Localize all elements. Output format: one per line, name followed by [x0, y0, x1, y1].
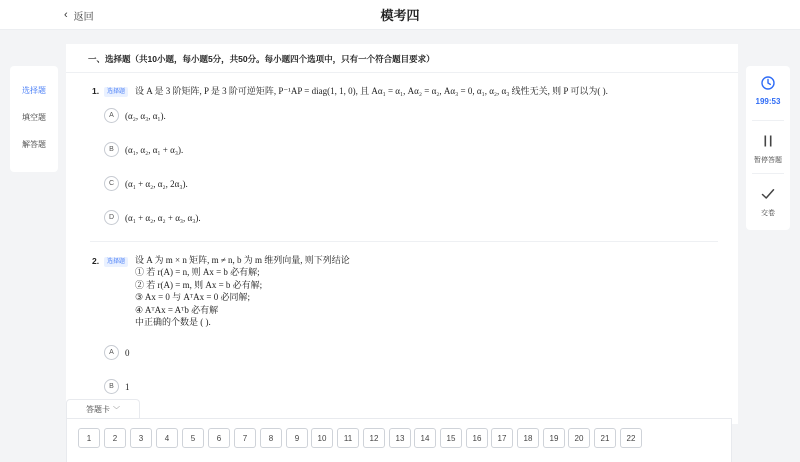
check-icon [761, 188, 775, 205]
question-nav-button[interactable]: 19 [543, 428, 565, 448]
question-nav-button[interactable]: 15 [440, 428, 462, 448]
option-a[interactable] [104, 345, 130, 360]
question-nav-button[interactable]: 12 [363, 428, 385, 448]
question-nav-button[interactable]: 20 [568, 428, 590, 448]
pause-button[interactable] [746, 134, 790, 165]
submit-label: 交卷 [761, 210, 775, 217]
option-c[interactable] [104, 176, 188, 191]
question-panel [66, 44, 738, 424]
pause-icon [761, 135, 775, 152]
submit-button[interactable] [746, 187, 790, 218]
question-nav-button[interactable]: 9 [286, 428, 308, 448]
question-stem-line: ③ Ax = 0 与 AᵀAx = 0 必同解; [135, 292, 250, 302]
answer-card-toggle[interactable] [66, 399, 140, 419]
option-letter: D [104, 210, 119, 225]
question-stem-line: ④ AᵀAx = Aᵀb 必有解 [135, 305, 219, 315]
option-letter: C [104, 176, 119, 191]
question-nav-button[interactable]: 21 [594, 428, 616, 448]
question-nav-button[interactable]: 1 [78, 428, 100, 448]
option-letter: A [104, 108, 119, 123]
exam-tools [746, 66, 790, 230]
section-heading: 一、选择题（共10小题，每小题5分，共50分。每小题四个选项中，只有一个符合题目要求） [88, 54, 435, 64]
question-stem-line: 中正确的个数是 ( ). [135, 317, 211, 327]
answer-card-panel [66, 418, 732, 462]
question-stem-line: ② 若 r(A) = m, 则 Ax = b 必有解; [135, 280, 263, 290]
option-b[interactable] [104, 379, 130, 394]
page-title: 模考四 [380, 8, 420, 23]
divider [752, 173, 784, 174]
question-nav-button[interactable]: 22 [620, 428, 642, 448]
question-type-badge: 选择题 [104, 257, 128, 267]
question-stem: 设 A 是 3 阶矩阵, P 是 3 阶可逆矩阵, P⁻¹AP = diag(1, 1, 0), 且 Aα₁ = α₁, Aα₂ = α₂, Aα₃ = 0, α₁, α₂, α₃ 线性无关, 则 P 可以为( ). [135, 86, 608, 96]
question-nav-button[interactable]: 5 [182, 428, 204, 448]
option-b[interactable] [104, 142, 183, 157]
question-type-badge: 选择题 [104, 87, 128, 97]
question-number: 2. [92, 256, 100, 266]
option-a[interactable] [104, 108, 166, 123]
option-text: 1 [125, 381, 130, 392]
nav-item-choice[interactable]: 选择题 [22, 86, 46, 95]
question-nav-button[interactable]: 3 [130, 428, 152, 448]
divider [90, 241, 718, 242]
nav-item-fill-blank[interactable]: 填空题 [22, 113, 46, 122]
question-nav-button[interactable]: 14 [414, 428, 436, 448]
question-nav-button[interactable]: 4 [156, 428, 178, 448]
section-nav [10, 66, 58, 172]
question-number: 1. [92, 86, 100, 96]
question-nav-button[interactable]: 6 [208, 428, 230, 448]
question-nav-button[interactable]: 17 [491, 428, 513, 448]
question-nav-button[interactable]: 11 [337, 428, 359, 448]
option-d[interactable] [104, 210, 201, 225]
question-nav-button[interactable]: 10 [311, 428, 333, 448]
chevron-down-icon: ﹀ [113, 406, 120, 414]
divider [752, 120, 784, 121]
question-stem-line: 设 A 为 m × n 矩阵, m ≠ n, b 为 m 维列向量, 则下列结论 [135, 255, 350, 265]
option-letter: B [104, 379, 119, 394]
timer [746, 76, 790, 106]
option-text: (α₁, α₂, α₁ + α₃). [125, 144, 184, 155]
option-text: (α₂, α₃, α₁). [125, 110, 166, 121]
clock-icon [761, 77, 775, 94]
question-stem-line: ① 若 r(A) = n, 则 Ax = b 必有解; [135, 267, 260, 277]
top-bar [0, 0, 800, 30]
question-nav-button[interactable]: 7 [234, 428, 256, 448]
divider [66, 72, 738, 73]
back-label: 返回 [73, 12, 94, 23]
pause-label: 暂停答题 [754, 157, 782, 164]
option-letter: A [104, 345, 119, 360]
timer-value: 199:53 [755, 97, 781, 106]
question-nav-button[interactable]: 16 [466, 428, 488, 448]
option-text: (α₁ + α₂, α₂ + α₃, α₃). [125, 212, 201, 223]
option-letter: B [104, 142, 119, 157]
question-nav-button[interactable]: 2 [104, 428, 126, 448]
option-text: (α₁ + α₂, α₂, 2α₃). [125, 178, 188, 189]
question-nav-button[interactable]: 8 [260, 428, 282, 448]
question-nav-button[interactable]: 13 [389, 428, 411, 448]
question-nav-button[interactable]: 18 [517, 428, 539, 448]
nav-item-answer[interactable]: 解答题 [22, 140, 46, 149]
option-text: 0 [125, 347, 130, 358]
chevron-left-icon: ‹ [64, 9, 68, 21]
answer-card-label: 答题卡 [86, 405, 110, 414]
